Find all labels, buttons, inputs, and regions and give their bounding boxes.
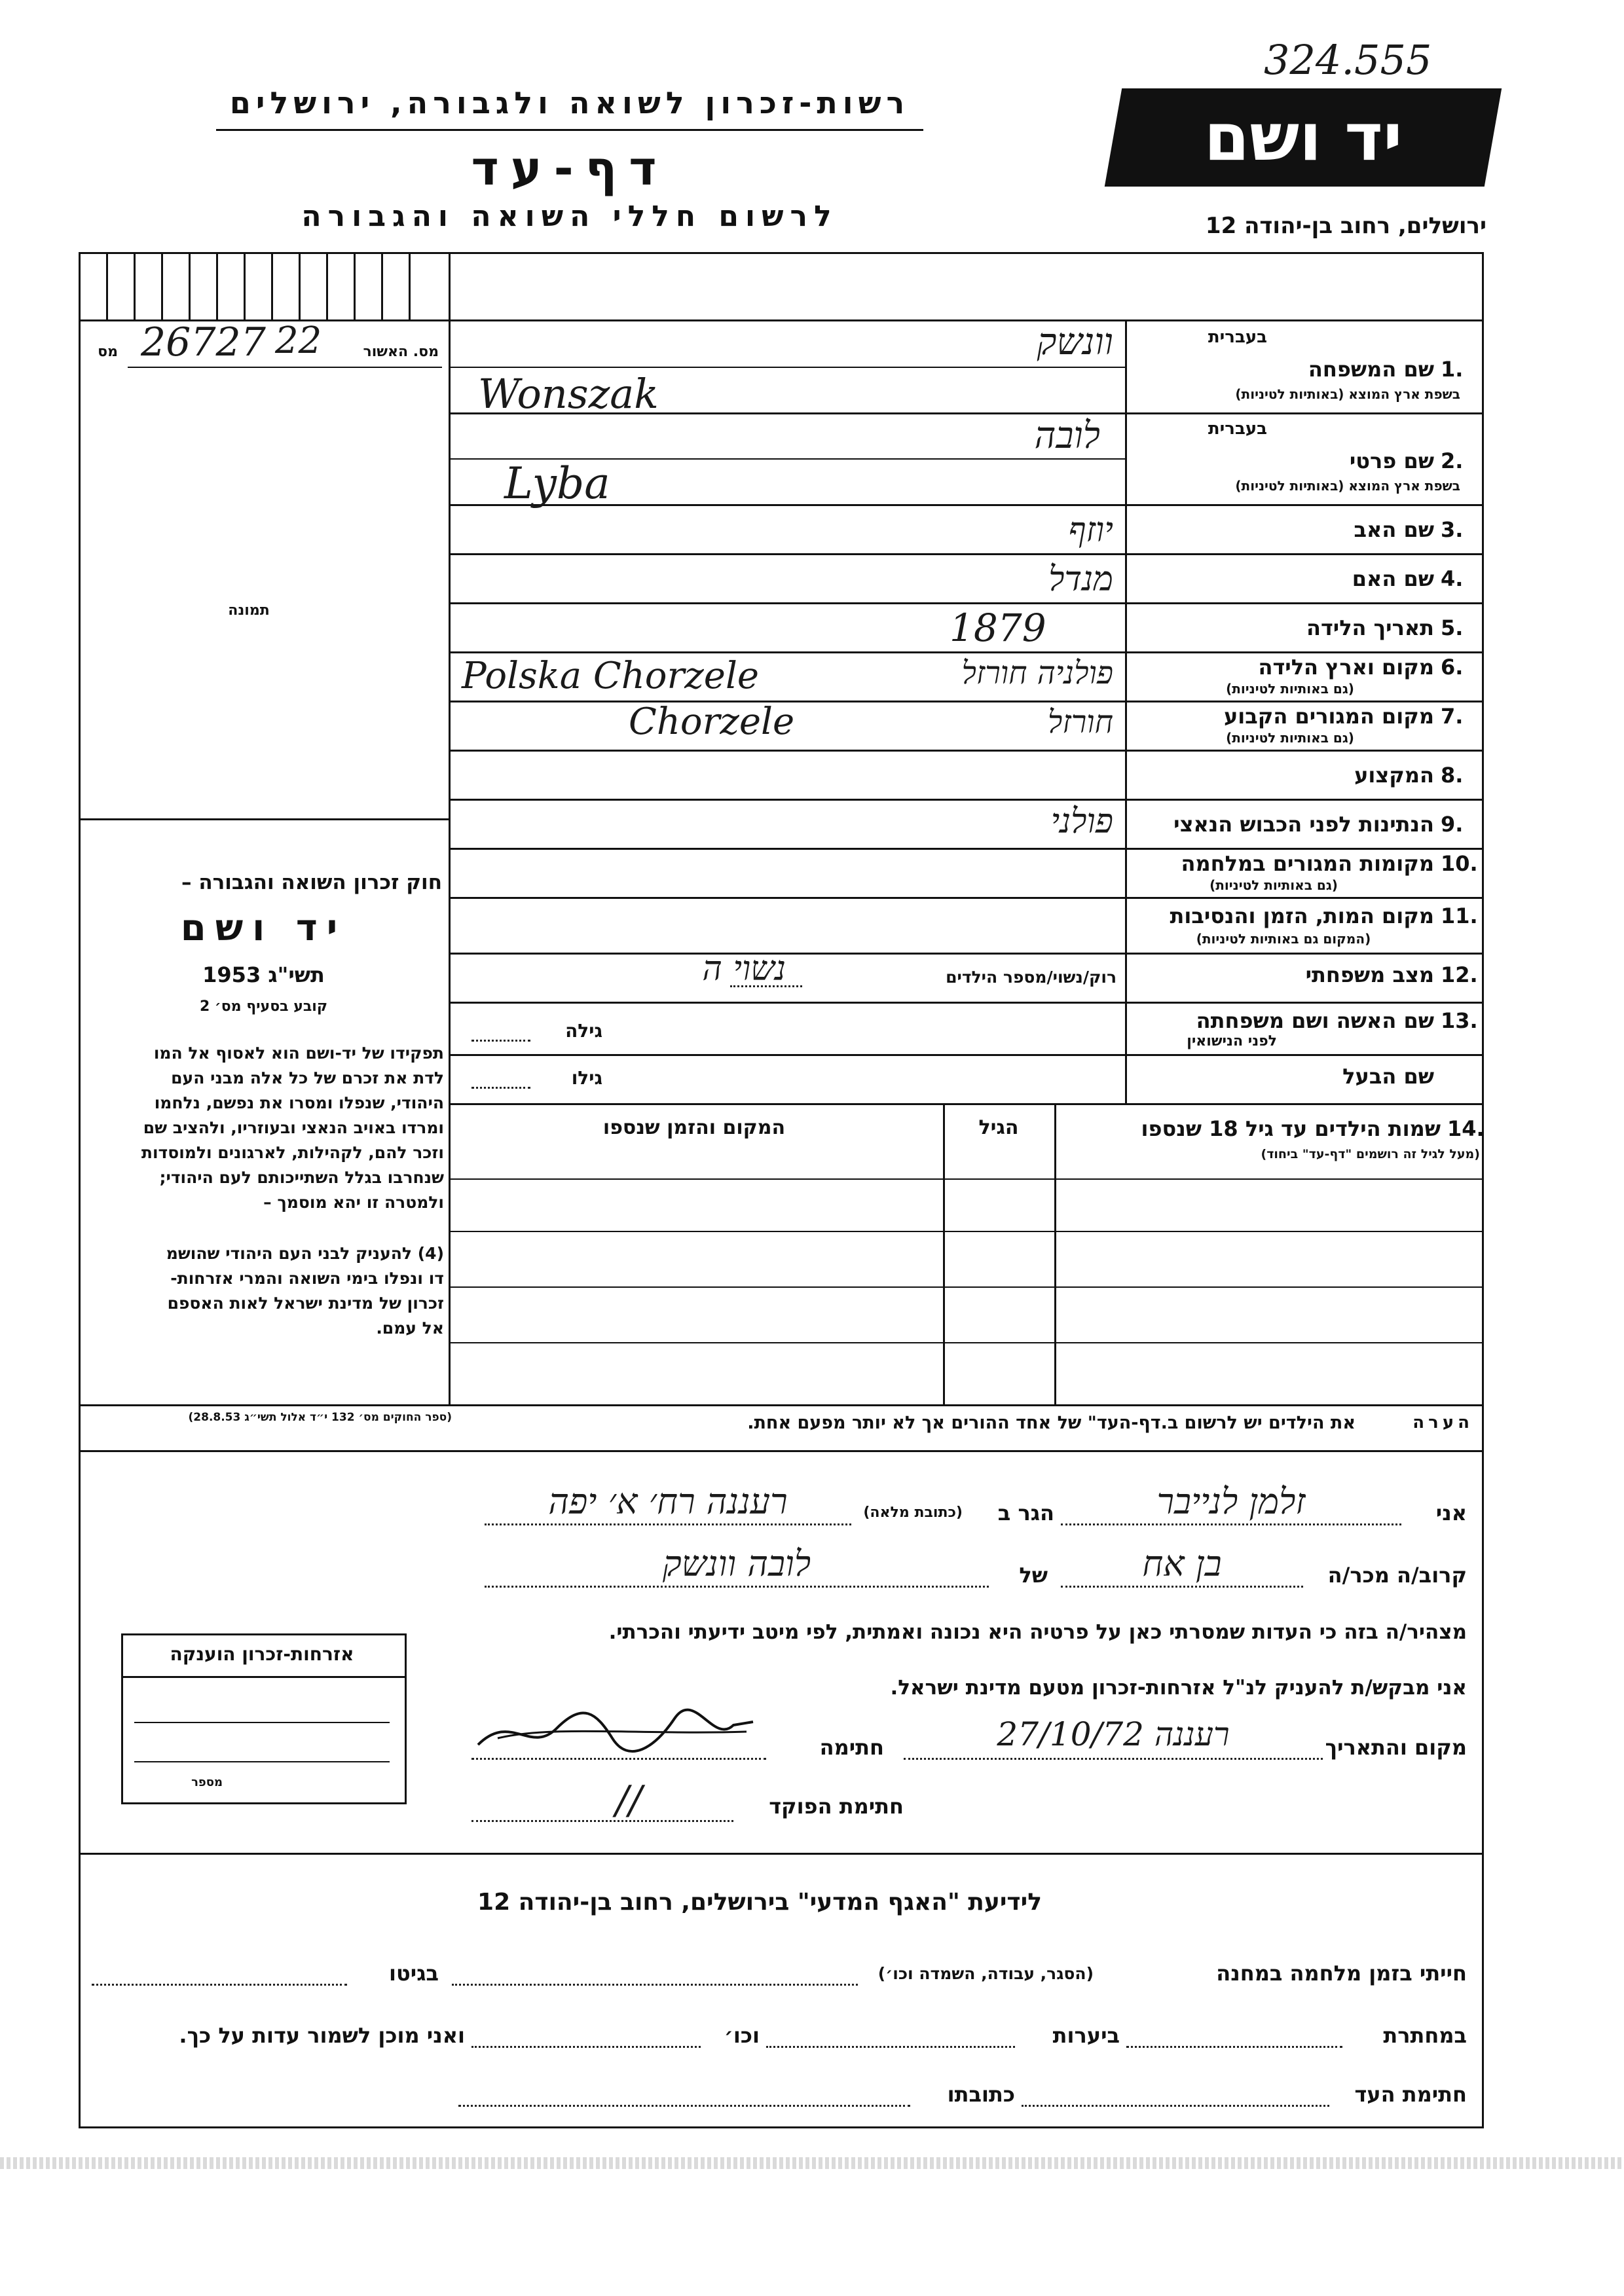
field-3-value: יוזף: [1068, 511, 1113, 550]
row-line: [449, 848, 1482, 850]
field-4-label: שם האם: [1352, 566, 1434, 591]
law-title: חוק זכרון השואה והגבורה –: [181, 871, 442, 894]
field-4-num: 4.: [1441, 566, 1464, 591]
authority-name: רשות-זכרון לשואה ולגבורה, ירושלים: [229, 85, 910, 120]
approval-prefix: מס: [98, 344, 118, 360]
field-10-sub: (גם באותיות לטיניות): [1209, 877, 1338, 893]
field-1-num: 1.: [1441, 357, 1464, 382]
field-12-num: 12.: [1441, 962, 1478, 987]
bottom-underground-label: במחתרת: [1383, 2023, 1467, 2048]
decl-i-label: אני: [1435, 1501, 1467, 1525]
tick: [189, 252, 191, 319]
decl-statement-2: אני מבקש/ת להעניק לנ"ל אזרחות-זכרון מטעם מדינת ישראל.: [890, 1676, 1467, 1700]
row-line: [449, 602, 1482, 604]
approval-label: מס. האשור: [363, 344, 439, 360]
tick: [244, 252, 246, 319]
bottom-forests-label: ביערות: [1052, 2023, 1120, 2048]
decl-of-value: לובה וונשק: [662, 1543, 811, 1584]
field-1-sub: בשפת ארץ המוצא (באותיות לטיניות): [1235, 386, 1460, 402]
decl-signature: [471, 1699, 760, 1758]
bottom-witness-signature-label: חתימת העד: [1354, 2082, 1467, 2107]
field-12-value: נשוי ה: [702, 949, 786, 989]
scan-artifact: [0, 2157, 1624, 2169]
law-line: היהודי, שנפלו ומסרו את נפשם, נלחמו: [154, 1093, 444, 1112]
law-line: זכרון של מדינת ישראל לאות האספם: [167, 1294, 444, 1313]
citizenship-line: [134, 1761, 390, 1762]
law-line: (4) להעניק לבני העם היהודי שהושמ: [166, 1244, 444, 1263]
law-line: לדת את זכרם של כל אלה מבני העם: [171, 1068, 444, 1087]
decl-address-dots: [485, 1523, 851, 1525]
bottom-camp-dots: [452, 1984, 858, 1986]
decl-place-date-label: מקום והתאריך: [1325, 1735, 1467, 1760]
field-6-value-he: פולניה חורזל: [961, 655, 1113, 691]
law-line: ומרדו באויב הנאצי ובעוזריו, ולהציב שם: [143, 1118, 444, 1137]
children-col-divider: [449, 1103, 451, 1404]
decl-i-dots: [1061, 1523, 1401, 1525]
field-7-num: 7.: [1441, 704, 1464, 729]
law-line: וזכר להם, לקהילות, לארגונים ולמוסדות: [141, 1143, 444, 1162]
children-col-age: הגיל: [978, 1116, 1019, 1139]
tick: [216, 252, 218, 319]
law-line: אל עמם.: [376, 1319, 444, 1338]
field-10-num: 10.: [1441, 851, 1478, 876]
children-row-line: [449, 1286, 1482, 1288]
approval-number: 26727: [141, 319, 266, 365]
field-2-label: שם פרטי: [1349, 448, 1434, 473]
decl-i-value: זלמן לנייבר: [1156, 1481, 1306, 1522]
field-husband-label: שם הבעל: [1342, 1064, 1434, 1089]
law-name: יד ושם: [180, 907, 347, 949]
children-label: שמות הילדים עד גיל 18 שנספו: [1141, 1116, 1441, 1141]
bottom-address-dots: [458, 2105, 910, 2107]
field-7-value-latin: Chorzele: [629, 701, 795, 743]
field-5-label: תאריך הלידה: [1306, 615, 1434, 640]
field-7-label: מקום המגורים הקבוע: [1223, 704, 1434, 729]
field-1-label: שם המשפחה: [1308, 357, 1434, 382]
field-6-value-latin: Polska Chorzele: [462, 655, 759, 697]
field-4-value: מנדל: [1048, 560, 1113, 599]
field-9-label: הנתינות לפני הכבוש הנאצי: [1173, 812, 1434, 837]
children-num: 14.: [1447, 1116, 1485, 1141]
tick: [354, 252, 356, 319]
decl-relation-value: בן אח: [1142, 1543, 1222, 1584]
tick: [134, 252, 136, 319]
decl-of-label: של: [1019, 1563, 1048, 1588]
field-2-value-he: לובה: [1034, 414, 1100, 457]
law-text: [84, 1041, 444, 1341]
tick: [381, 252, 383, 319]
note-text: את הילדים יש לרשום ב.דף-העד" של אחד ההורים אך לא יותר מפעם אחת.: [747, 1413, 1356, 1433]
left-column-divider: [449, 252, 451, 1103]
law-line: שנחרבו בגלל השתייכותם לעם היהודי;: [159, 1168, 444, 1187]
field-2-sub: בשפת ארץ המוצא (באותיות לטיניות): [1235, 478, 1460, 494]
children-row-line: [449, 1342, 1482, 1343]
field-3-label: שם האב: [1354, 517, 1434, 542]
row-line: [449, 1002, 1482, 1004]
address: ירושלים, רחוב בן-יהודה 12: [1205, 213, 1486, 239]
decl-statement-1: מצהיר/ה בזה כי העדות שמסרתי כאן על פרטיה היא נכונה ואמתית, לפי מיטב ידיעתי והכרתי.: [608, 1620, 1467, 1644]
children-col-divider: [1054, 1103, 1056, 1404]
approval-suffix: 22: [275, 319, 322, 362]
row-line: [449, 799, 1482, 801]
field-2-num: 2.: [1441, 448, 1464, 473]
bottom-underground-dots: [1126, 2046, 1342, 2048]
row-line: [449, 897, 1482, 899]
children-row-line: [449, 1178, 1482, 1180]
field-12-label: מצב משפחתי: [1305, 962, 1434, 987]
citizenship-title-line: [121, 1676, 405, 1678]
field-husband-age-label: גילו: [571, 1067, 602, 1089]
row-line: [449, 701, 1482, 702]
field-8-num: 8.: [1441, 763, 1464, 788]
declaration-bottom-line: [79, 1853, 1482, 1855]
form-title: דף-עד: [471, 141, 669, 196]
field-11-num: 11.: [1441, 903, 1478, 928]
decl-address-note: (כתובת מלאה): [863, 1504, 963, 1521]
bottom-title: לידיעת "האגף המדעי" בירושלים, רחוב בן-יהודה 12: [477, 1889, 1042, 1916]
field-6-sub: (גם באותיות לטיניות): [1226, 681, 1354, 697]
tick: [409, 252, 411, 319]
decl-of-dots: [485, 1586, 989, 1588]
citizenship-line: [134, 1722, 390, 1723]
law-year: תשי"ג 1953: [202, 962, 325, 987]
field-13-sub: לפני הנישואין: [1187, 1033, 1277, 1049]
field-1-value-latin: Wonszak: [478, 370, 659, 418]
decl-living-label: הגר ב: [997, 1501, 1054, 1525]
note-bottom-line: [79, 1450, 1482, 1452]
row-line: [449, 1103, 1482, 1105]
children-sub: (מעל לגיל זה רושמים "דף-עד" ביחוד): [1261, 1147, 1480, 1161]
note-label: הערה: [1412, 1413, 1473, 1432]
law-line: דו ונפלו בימי השואה והמרי אזרחות-: [170, 1269, 444, 1288]
field-7-sub: (גם באותיות לטיניות): [1226, 730, 1354, 746]
bottom-etc-dots: [471, 2046, 701, 2048]
bottom-camp-label: חייתי בזמן מלחמה במחנה: [1216, 1961, 1467, 1986]
decl-official-dots: [471, 1820, 733, 1822]
bottom-witness-signature-dots: [1022, 2105, 1329, 2107]
field-10-label: מקומות המגורים במלחמה: [1181, 851, 1434, 876]
citizenship-number-label: מספר: [191, 1776, 223, 1789]
field-13-num: 13.: [1441, 1008, 1478, 1033]
law-citation: (ספר החוקים מס׳ 132 י״ד אלול תשי״ג 28.8.53): [188, 1411, 452, 1424]
row-line: [449, 750, 1482, 752]
form-subtitle: לרשום חללי השואה והגבורה: [301, 200, 838, 233]
decl-official-signature-label: חתימת הפוקד: [769, 1794, 904, 1819]
decl-address-value: רעננה רח׳ א׳ יפה: [548, 1481, 788, 1522]
field-13-age-dots: [471, 1040, 530, 1042]
field-5-value: 1879: [950, 606, 1046, 650]
row-line: [449, 1054, 1482, 1056]
approval-line: [128, 367, 442, 368]
row-sub-line: [449, 367, 1125, 368]
row-line: [449, 651, 1482, 653]
decl-relation-label: קרוב/ה מכר/ה: [1327, 1563, 1467, 1588]
decl-relation-dots: [1061, 1586, 1303, 1588]
law-line: ולמטרה זו יהא מוסמך –: [263, 1193, 444, 1212]
bottom-camp-note: (הסגר, עבודה, השמדה וכו׳): [877, 1964, 1094, 1983]
bottom-ready-label: ואני מוכן לשמור עדות על כך.: [179, 2023, 465, 2048]
bottom-ghetto-dots: [92, 1984, 347, 1986]
tick: [106, 252, 108, 319]
bottom-address-label: כתובתו: [947, 2082, 1015, 2107]
bottom-forests-dots: [766, 2046, 1015, 2048]
tick: [299, 252, 301, 319]
field-9-value: פולני: [1050, 802, 1113, 841]
decl-place-date-dots: [904, 1758, 1323, 1760]
label-column-divider: [1125, 319, 1127, 1103]
children-bottom-line: [79, 1404, 1482, 1406]
archive-number: 324.555: [1264, 36, 1432, 84]
photo-label: תמונה: [228, 602, 270, 619]
citizenship-title: אזרחות-זכרון הוענקה: [170, 1643, 354, 1665]
field-7-value-he: חורזל: [1047, 704, 1113, 740]
children-row-line: [449, 1231, 1482, 1232]
field-husband-age-dots: [471, 1087, 530, 1089]
decl-signature-dots: [471, 1758, 766, 1760]
tick: [326, 252, 328, 319]
field-13-label: שם האשה ושם משפחתה: [1196, 1008, 1434, 1033]
field-11-sub: (המקום גם באותיות לטיניות): [1196, 931, 1371, 947]
law-clause: קובע בסעיף מס׳ 2: [199, 998, 328, 1015]
field-8-label: המקצוע: [1354, 763, 1434, 788]
tick: [161, 252, 163, 319]
header-underline: [216, 129, 923, 131]
row-line: [449, 553, 1482, 555]
field-5-num: 5.: [1441, 615, 1464, 640]
field-9-num: 9.: [1441, 812, 1464, 837]
photo-box-bottom: [79, 818, 451, 820]
field-2-value-latin: Lyba: [504, 458, 610, 509]
field-2-hebrew-tag: בעברית: [1208, 419, 1267, 439]
children-col-place: המקום והזמן שנספו: [602, 1116, 786, 1139]
bottom-ghetto-label: בגיטו: [389, 1961, 439, 1986]
field-11-label: מקום המות, הזמן והנסיבות: [1170, 903, 1434, 928]
field-6-label: מקום וארץ הלידה: [1258, 655, 1434, 680]
decl-signature-label: חתימה: [819, 1735, 884, 1760]
decl-place-date-value: רעננה 27/10/72: [997, 1715, 1230, 1753]
field-6-num: 6.: [1441, 655, 1464, 680]
field-13-age-label: גילה: [565, 1020, 602, 1042]
law-line: תפקידו של יד-ושם הוא לאסוף אל המו: [153, 1044, 444, 1063]
field-1-value-he: וונשק: [1037, 321, 1113, 363]
bottom-etc-label: וכו׳: [724, 2023, 760, 2048]
logo-text: יד ושם: [1204, 99, 1403, 175]
field-1-hebrew-tag: בעברית: [1208, 327, 1267, 347]
decl-official-signature-value: //: [616, 1777, 642, 1823]
field-3-num: 3.: [1441, 517, 1464, 542]
children-col-divider: [943, 1103, 945, 1404]
tick: [271, 252, 273, 319]
field-12-options: רוק/נשוי/מספר הילדים: [946, 968, 1116, 987]
